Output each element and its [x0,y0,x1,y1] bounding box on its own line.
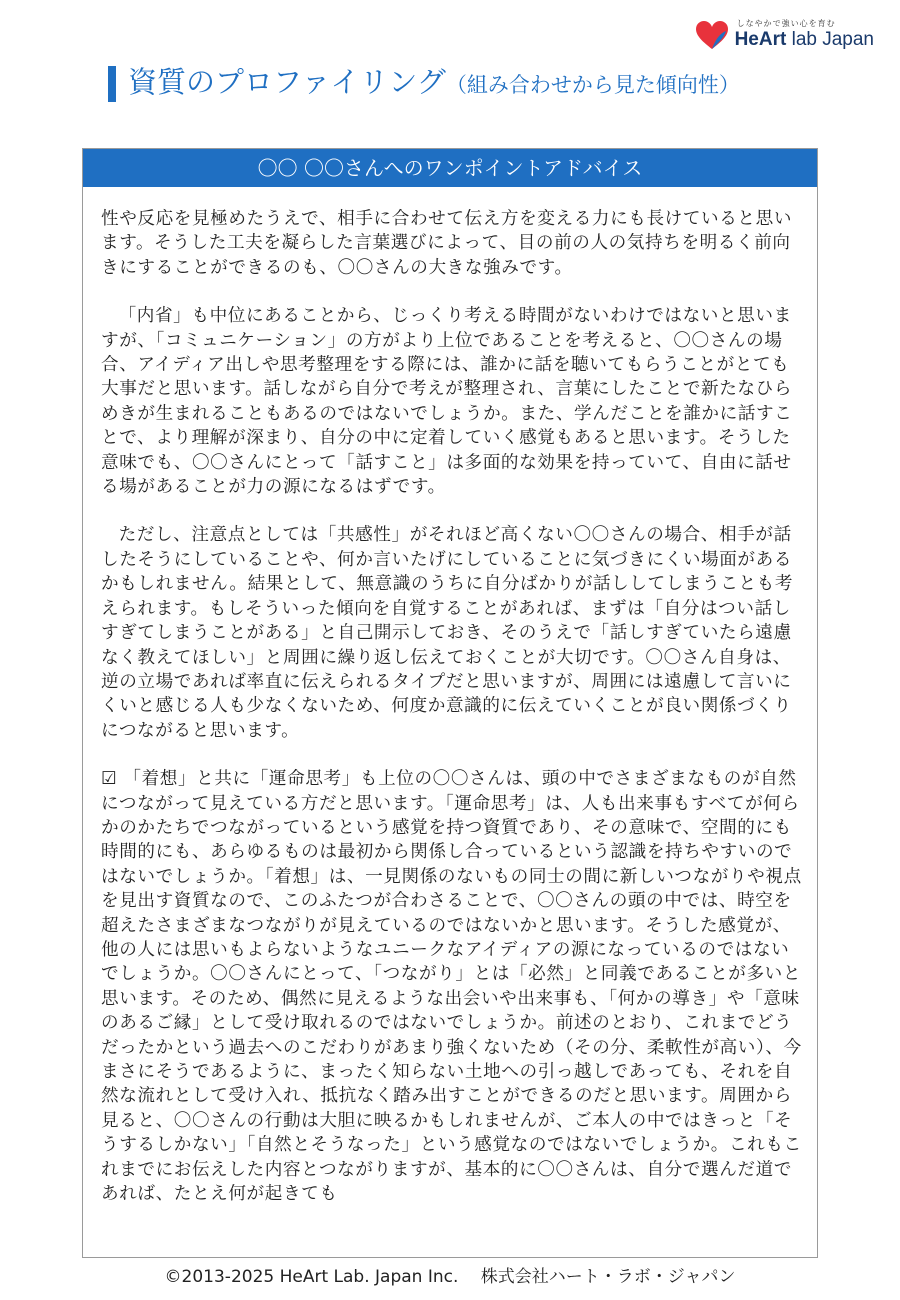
heart-logo-icon [695,20,729,50]
paragraph: ただし、注意点としては「共感性」がそれほど高くない〇〇さんの場合、相手が話したそうにしていることや、何か言いたげにしていることに気づきにくい場面があるかもしれません。結果として、無意識のうちに自分ばかりが話ししてしまうことも考えられます。もしそういった傾向を自覚することがあれば、まずは「自分はつい話しすぎてしまうことがある」と自己開示しておき、そのうえで「話しすぎていたら遠慮なく教えてほしい」と周囲に繰り返し伝えておくことが大切です。〇〇さん自身は、逆の立場であれば率直に伝えられるタイプだと思いますが、周囲には遠慮して言いにくいと感じる人も少なくないため、何度か意識的に伝えていくことが良い関係づくりにつながると思います。 [101,525,794,741]
title-accent-bar [108,66,116,102]
page-subtitle: （組み合わせから見た傾向性） [445,73,740,97]
panel-header: 〇〇 〇〇さんへのワンポイントアドバイス [83,149,817,187]
checkbox-icon: ☑ [101,769,118,790]
footer-copyright: ©2013-2025 HeArt Lab. Japan Inc. 株式会社ハート・ラボ・ジャパン [164,1267,736,1287]
check-paragraph [101,767,805,1206]
page-title-main: 資質のプロファイリング [128,65,446,99]
page-title [128,60,740,101]
paragraph: 性や反応を見極めたうえで、相手に合わせて伝え方を変える力にも長けていると思います。そうした工夫を凝らした言葉選びによって、目の前の人の気持ちを明るく前向きにすることができるのも、〇〇さんの大きな強みです。 [101,209,793,278]
logo-name-light: lab Japan [786,29,874,50]
advice-panel [82,148,818,1258]
logo-tagline: しなやかで強い心を育む [736,19,836,28]
logo-name-bold: HeArt [734,29,787,50]
logo-name [735,29,874,51]
check-paragraph-text: 「着想」と共に「運命思考」も上位の〇〇さんは、頭の中でさまざまなものが自然につながって見えている方だと思います。「運命思考」は、人も出来事もすべてが何らかのかたちでつながっているという感覚を持つ資質であり、その意味で、空間的にも時間的にも、あらゆるものは最初から関係し合っているという認識を持ちやすいのではないでしょうか。「着想」は、一見関係のないもの同士の間に新しいつながりや視点を見出す資質なので、このふたつが合わさることで、〇〇さんの頭の中では、時空を超えたさまざまなつながりが見えているのではないかと思います。そうした感覚が、他の人には思いもよらないようなユニークなアイディアの源になっているのではないでしょうか。〇〇さんにとって、「つながり」とは「必然」と同義であることが多いと思います。そのため、偶然に見えるような出会いや出来事も、「何かの導き」や「意味のあるご縁」として受け取れるのではないでしょうか。前述のとおり、これまでどうだったかという過去へのこだわりがあまり強くないため（その分、柔軟性が高い）、今まさにそうであるように、まったく知らない土地への引っ越しであっても、それを自然な流れとして受け入れ、抵抗なく踏み出すことができるのだと思います。周囲から見ると、〇〇さんの行動は大胆に映るかもしれませんが、ご本人の中ではきっと「そうするしかない」「自然とそうなった」という感覚なのではないでしょうか。これもこれまでにお伝えした内容とつながりますが、基本的に〇〇さんは、自分で選んだ道であれば、たとえ何が起きても [101,769,802,1205]
panel-content [83,187,817,1206]
brand-logo [695,18,874,51]
paragraph: 「内省」も中位にあることから、じっくり考える時間がないわけではないと思いますが、「コミュニケーション」の方がより上位であることを考えると、〇〇さんの場合、アイディア出しや思考整理をする際には、誰かに話を聴いてもらうことがとても大事だと思います。話しながら自分で考えが整理され、言葉にしたことで新たなひらめきが生まれることもあるのではないでしょうか。また、学んだことを誰かに話すことで、より理解が深まり、自分の中に定着していく感覚もあると思います。そうした意味でも、〇〇さんにとって「話すこと」は多面的な効果を持っていて、自由に話せる場があることが力の源になるはずです。 [101,306,793,498]
